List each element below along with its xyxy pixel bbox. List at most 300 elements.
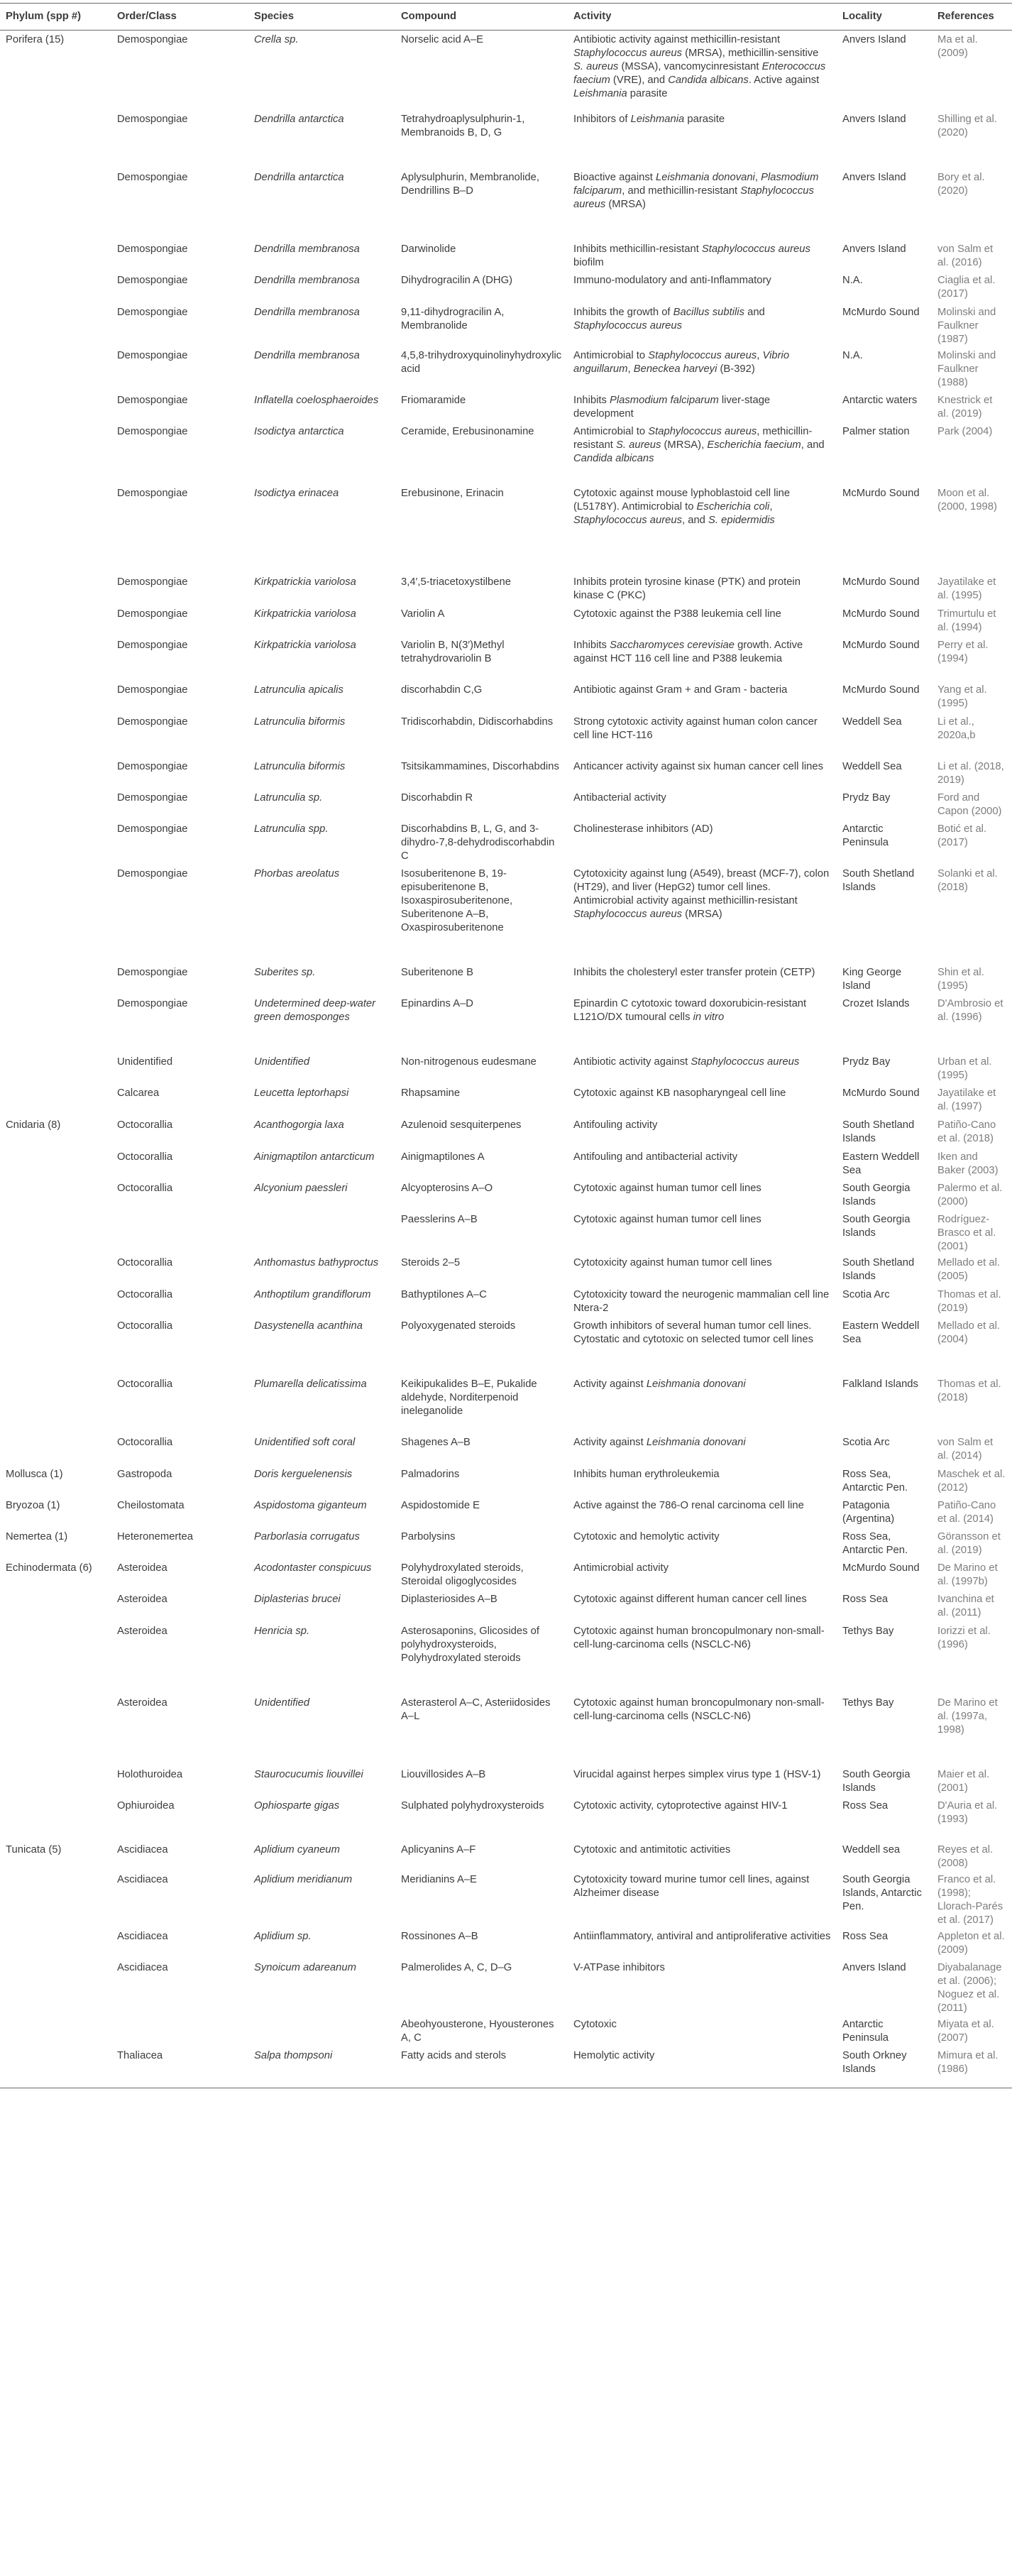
cell-references: Moon et al. (2000, 1998) [937, 487, 997, 513]
cell-activity: Antimicrobial to Staphylococcus aureus, Vibrio anguillarum, Beneckea harveyi (B-392) [573, 349, 790, 375]
cell-compound: Aplicyanins A–F [401, 1843, 476, 1856]
table-row [0, 1559, 1012, 1590]
cell-references: Rodríguez-Brasco et al. (2001) [937, 1213, 996, 1252]
cell-locality: Antarctic Peninsula [842, 823, 889, 848]
cell-species: Aplidium meridianum [254, 1873, 353, 1885]
cell-species: Ainigmaptilon antarcticum [254, 1151, 375, 1163]
cell-species: Kirkpatrickia variolosa [254, 608, 356, 620]
table-row [0, 1927, 1012, 1958]
taxon-name: in vitro [693, 1011, 725, 1023]
table-row [0, 1765, 1012, 1797]
cell-order-class: Octocorallia [117, 1378, 173, 1390]
table-row [0, 271, 1012, 303]
cell-compound: Darwinolide [401, 243, 456, 255]
cell-activity: Cytotoxicity against lung (A549), breast (MCF-7), colon (HT29), and liver (HepG2) tumor cell lines. Antimicrobial activity against methicillin-resistant Staphylococcus aureus (MRSA) [573, 867, 830, 920]
cell-phylum [0, 820, 111, 865]
header-locality: Locality [837, 4, 932, 31]
cell-activity: Cytotoxic against different human cancer cell lines [573, 1593, 807, 1605]
cell-phylum [0, 1179, 111, 1210]
cell-references: De Marino et al. (1997b) [937, 1562, 998, 1587]
cell-phylum [0, 1148, 111, 1179]
cell-activity: Cytotoxic and hemolytic activity [573, 1530, 720, 1542]
cell-compound: Keikipukalides B–E, Pukalide aldehyde, Norditerpenoid ineleganolide [401, 1378, 537, 1417]
cell-activity: Inhibits methicillin-resistant Staphylococcus aureus biofilm [573, 243, 810, 268]
cell-species: Aspidostoma giganteum [254, 1499, 367, 1511]
cell-activity: Cytotoxic against KB nasopharyngeal cell line [573, 1087, 786, 1099]
cell-locality: Antarctic Peninsula [842, 2018, 889, 2044]
cell-references: De Marino et al. (1997a, 1998) [937, 1697, 998, 1736]
cell-references: Shilling et al. (2020) [937, 113, 997, 138]
cell-locality: Crozet Islands [842, 997, 910, 1009]
cell-compound: Azulenoid sesquiterpenes [401, 1119, 522, 1131]
cell-order-class: Demospongiae [117, 966, 188, 978]
cell-compound: Shagenes A–B [401, 1436, 471, 1448]
taxon-name: Enterococcus faecium [573, 61, 826, 86]
cell-phylum: Echinodermata (6) [6, 1562, 92, 1574]
cell-phylum [0, 168, 111, 240]
cell-order-class: Ascidiacea [117, 1930, 168, 1942]
taxon-name: Staphylococcus aureus [573, 514, 682, 526]
taxon-name: Bacillus subtilis [673, 306, 744, 318]
cell-species: Henricia sp. [254, 1625, 310, 1637]
cell-compound: Polyoxygenated steroids [401, 1320, 516, 1332]
cell-locality: Ross Sea, Antarctic Pen. [842, 1468, 908, 1493]
cell-phylum [0, 1210, 111, 1254]
taxon-name: S. epidermidis [708, 514, 775, 526]
table-row [0, 391, 1012, 422]
cell-order-class: Octocorallia [117, 1151, 173, 1163]
cell-species: Suberites sp. [254, 966, 316, 978]
cell-order-class: Ophiuroidea [117, 1799, 175, 1812]
table-row [0, 1496, 1012, 1528]
cell-compound: Tridiscorhabdin, Didiscorhabdins [401, 716, 554, 728]
cell-locality: Anvers Island [842, 113, 906, 125]
cell-references: Ivanchina et al. (2011) [937, 1593, 994, 1618]
cell-order-class: Demospongiae [117, 760, 188, 772]
cell-species: Latrunculia sp. [254, 791, 323, 804]
cell-activity: Cholinesterase inhibitors (AD) [573, 823, 713, 835]
cell-order-class: Demospongiae [117, 113, 188, 125]
cell-references: Jayatilake et al. (1997) [937, 1087, 996, 1112]
cell-references: Diyabalanage et al. (2006); Noguez et al. (2011) [937, 1961, 1002, 2014]
cell-compound: Fatty acids and sterols [395, 2046, 568, 2088]
cell-locality: Tethys Bay [842, 1625, 894, 1637]
cell-order-class: Demospongiae [117, 171, 188, 183]
cell-phylum [0, 1870, 111, 1927]
cell-order-class: Holothuroidea [117, 1768, 183, 1780]
cell-compound: Friomaramide [401, 394, 466, 406]
cell-activity: Antibiotic activity against methicillin-resistant Staphylococcus aureus (MRSA), methicillin-sensitive S. aureus (MSSA), vancomycinresistant Enterococcus faecium (VRE), and Candida albicans. Active against Leishmania parasite [573, 34, 826, 99]
cell-order-class [111, 2015, 248, 2046]
cell-order-class: Asteroidea [117, 1593, 167, 1605]
taxon-name: Staphylococcus aureus [573, 319, 682, 331]
taxon-name: Staphylococcus aureus [573, 185, 814, 210]
cell-locality: McMurdo Sound [842, 306, 920, 318]
cell-activity: Antiinflammatory, antiviral and antiproliferative activities [573, 1930, 831, 1942]
cell-locality: Eastern Weddell Sea [842, 1320, 920, 1345]
cell-activity: Strong cytotoxic activity against human colon cancer cell line HCT-116 [573, 716, 818, 741]
cell-references: Bory et al. (2020) [937, 171, 985, 197]
cell-order-class: Octocorallia [117, 1436, 173, 1448]
cell-activity: Inhibits the growth of Bacillus subtilis and Staphylococcus aureus [573, 306, 765, 331]
cell-activity: Inhibits human erythroleukemia [573, 1468, 720, 1480]
taxon-name: Beneckea harveyi [633, 363, 717, 375]
cell-species: Alcyonium paessleri [254, 1182, 348, 1194]
cell-order-class: Demospongiae [117, 487, 188, 499]
taxon-name: Saccharomyces cerevisiae [610, 639, 735, 651]
cell-locality: N.A. [842, 274, 863, 286]
cell-species: Latrunculia biformis [254, 760, 346, 772]
cell-locality: South Shetland Islands [842, 867, 915, 893]
cell-species [248, 2015, 395, 2046]
cell-order-class [111, 1210, 248, 1254]
cell-order-class: Calcarea [117, 1087, 160, 1099]
cell-activity: Cytotoxic activity, cytoprotective against HIV-1 [573, 1799, 788, 1812]
table-row [0, 484, 1012, 573]
cell-order-class: Demospongiae [117, 716, 188, 728]
cell-compound: Rhapsamine [401, 1087, 461, 1099]
cell-compound: Abeohyousterone, Hyousterones A, C [401, 2018, 554, 2044]
table-row [0, 1254, 1012, 1286]
taxon-name: S. aureus [616, 439, 661, 451]
table-row [0, 789, 1012, 820]
cell-phylum [0, 605, 111, 636]
cell-locality: Prydz Bay [842, 1056, 891, 1068]
cell-species: Inflatella coelosphaeroides [254, 394, 379, 406]
cell-locality: South Georgia Islands [842, 1182, 911, 1207]
header-compound: Compound [395, 4, 568, 31]
cell-locality: Scotia Arc [842, 1436, 890, 1448]
cell-locality: McMurdo Sound [842, 639, 920, 651]
cell-phylum [0, 346, 111, 391]
cell-order-class: Heteronemertea [117, 1530, 193, 1542]
cell-references: Franco et al. (1998); Llorach-Parés et al. (2017) [937, 1873, 1003, 1926]
cell-activity: Virucidal against herpes simplex virus type 1 (HSV-1) [573, 1768, 821, 1780]
table-row [0, 1841, 1012, 1870]
table-row [0, 1958, 1012, 2015]
taxon-name: Leishmania [630, 113, 685, 125]
cell-species: Parborlasia corrugatus [254, 1530, 360, 1542]
cell-phylum [0, 271, 111, 303]
cell-locality: South Georgia Islands [842, 1213, 911, 1239]
table-row [0, 1433, 1012, 1465]
table-row [0, 1148, 1012, 1179]
cell-phylum [0, 865, 111, 963]
cell-compound: Suberitenone B [401, 966, 474, 978]
table-row [0, 994, 1012, 1053]
cell-order-class: Asteroidea [117, 1625, 167, 1637]
cell-references: Göransson et al. (2019) [937, 1530, 1001, 1556]
cell-references: Thomas et al. (2018) [937, 1378, 1001, 1403]
cell-compound: Aspidostomide E [401, 1499, 480, 1511]
table-row [0, 240, 1012, 271]
cell-phylum [0, 1927, 111, 1958]
cell-references: Perry et al. (1994) [937, 639, 989, 664]
cell-locality: South Shetland Islands [842, 1256, 915, 1282]
cell-phylum [0, 1375, 111, 1433]
cell-references: von Salm et al. (2016) [937, 243, 994, 268]
cell-phylum [0, 1053, 111, 1084]
cell-references: Iken and Baker (2003) [937, 1151, 999, 1176]
cell-locality: Anvers Island [842, 34, 906, 45]
table-row [0, 1375, 1012, 1433]
cell-activity: Inhibits Plasmodium falciparum liver-stage development [573, 394, 771, 420]
cell-references: Palermo et al. (2000) [937, 1182, 1003, 1207]
taxon-name: Staphylococcus aureus [573, 908, 682, 920]
taxon-name: Staphylococcus aureus [691, 1056, 800, 1068]
cell-order-class: Demospongiae [117, 684, 188, 696]
cell-species: Latrunculia biformis [254, 716, 346, 728]
cell-activity: Antibiotic activity against Staphylococcus aureus [573, 1056, 800, 1068]
table-row [0, 1116, 1012, 1148]
cell-locality: Eastern Weddell Sea [842, 1151, 920, 1176]
cell-compound: 9,11-dihydrogracilin A, Membranolide [401, 306, 505, 331]
cell-phylum [0, 789, 111, 820]
cell-species: Isodictya erinacea [254, 487, 339, 499]
cell-species: Dendrilla membranosa [254, 349, 360, 361]
cell-phylum [0, 573, 111, 605]
cell-species: Dasystenella acanthina [254, 1320, 363, 1332]
cell-phylum [0, 994, 111, 1053]
cell-phylum [0, 1286, 111, 1317]
cell-phylum [0, 757, 111, 789]
cell-references: Ciaglia et al. (2017) [937, 274, 996, 300]
cell-order-class: Demospongiae [117, 791, 188, 804]
cell-species: Salpa thompsoni [248, 2046, 395, 2088]
cell-references: Patiño-Cano et al. (2014) [937, 1499, 996, 1525]
cell-order-class: Octocorallia [117, 1119, 173, 1131]
cell-species: Plumarella delicatissima [254, 1378, 367, 1390]
cell-compound: discorhabdin C,G [401, 684, 483, 696]
cell-compound: Non-nitrogenous eudesmane [401, 1056, 537, 1068]
cell-species: Unidentified soft coral [254, 1436, 356, 1448]
cell-order-class: Demospongiae [117, 306, 188, 318]
cell-order-class: Ascidiacea [117, 1843, 168, 1856]
cell-locality: Weddell Sea [842, 716, 902, 728]
cell-compound: Palmerolides A, C, D–G [401, 1961, 512, 1973]
cell-compound: Paesslerins A–B [401, 1213, 478, 1225]
cell-species: Synoicum adareanum [254, 1961, 356, 1973]
cell-compound: Diplasteriosides A–B [401, 1593, 497, 1605]
cell-activity: Inhibitors of Leishmania parasite [573, 113, 725, 125]
table-row [0, 713, 1012, 757]
cell-phylum [0, 1765, 111, 1797]
cell-order-class: Octocorallia [117, 1182, 173, 1194]
cell-order-class: Ascidiacea [117, 1961, 168, 1973]
cell-compound: 3,4′,5-triacetoxystilbene [401, 576, 511, 588]
cell-locality: N.A. [842, 349, 863, 361]
cell-locality: McMurdo Sound [842, 608, 920, 620]
cell-phylum: Bryozoa (1) [6, 1499, 60, 1511]
table-row [0, 1286, 1012, 1317]
cell-activity: Cytotoxicity against human tumor cell lines [573, 1256, 772, 1268]
header-references: References [932, 4, 1012, 31]
cell-phylum [0, 1694, 111, 1765]
table-row [0, 1465, 1012, 1496]
cell-phylum [0, 391, 111, 422]
cell-compound: Dihydrogracilin A (DHG) [401, 274, 513, 286]
cell-compound: Sulphated polyhydroxysteroids [401, 1799, 544, 1812]
cell-activity: Activity against Leishmania donovani [573, 1378, 746, 1390]
taxon-name: Escherichia coli [696, 500, 770, 513]
table-row [0, 1210, 1012, 1254]
table-row [0, 820, 1012, 865]
cell-species: Aplidium cyaneum [254, 1843, 340, 1856]
cell-references: Li et al., 2020a,b [937, 716, 976, 741]
cell-locality: McMurdo Sound [842, 684, 920, 696]
taxon-name: S. aureus [573, 61, 619, 72]
cell-locality: Ross Sea [842, 1799, 889, 1812]
table-row [0, 1797, 1012, 1841]
cell-activity: Antibacterial activity [573, 791, 666, 804]
table-row [0, 1528, 1012, 1559]
cell-activity: Cytotoxic against human tumor cell lines [573, 1213, 761, 1225]
table-row [0, 681, 1012, 713]
header-phylum: Phylum (spp #) [0, 4, 111, 31]
cell-species: Isodictya antarctica [254, 425, 344, 437]
cell-locality: South Georgia Islands, Antarctic Pen. [842, 1873, 922, 1912]
cell-activity: V-ATPase inhibitors [573, 1961, 665, 1973]
cell-species [248, 1210, 395, 1254]
cell-phylum: Tunicata (5) [6, 1843, 62, 1856]
table-row [0, 865, 1012, 963]
cell-locality: Palmer station [842, 425, 910, 437]
table-row [0, 31, 1012, 110]
cell-order-class: Demospongiae [117, 34, 188, 45]
cell-locality: Weddell sea [842, 1843, 901, 1856]
cell-references: Thomas et al. (2019) [937, 1288, 1001, 1314]
table-row [0, 346, 1012, 391]
cell-compound: Asterasterol A–C, Asteriidosides A–L [401, 1697, 551, 1722]
cell-compound: Norselic acid A–E [401, 34, 483, 45]
cell-activity: Immuno-modulatory and anti-Inflammatory [573, 274, 771, 286]
cell-references: D'Ambrosio et al. (1996) [937, 997, 1003, 1023]
cell-references: Maschek et al. (2012) [937, 1468, 1006, 1493]
cell-locality: McMurdo Sound [842, 576, 920, 588]
cell-locality: Patagonia (Argentina) [842, 1499, 895, 1525]
cell-activity: Cytotoxic and antimitotic activities [573, 1843, 731, 1856]
cell-references: Shin et al. (1995) [937, 966, 984, 992]
table-row [0, 963, 1012, 994]
cell-compound: Steroids 2–5 [401, 1256, 461, 1268]
cell-references: Molinski and Faulkner (1988) [937, 349, 996, 388]
table-header-row [0, 4, 1012, 31]
cell-references: von Salm et al. (2014) [937, 1436, 994, 1462]
cell-phylum: Cnidaria (8) [6, 1119, 61, 1131]
cell-phylum [0, 2046, 111, 2088]
cell-locality: Prydz Bay [842, 791, 891, 804]
table-row [0, 422, 1012, 484]
cell-order-class: Demospongiae [117, 639, 188, 651]
table-row [0, 2015, 1012, 2046]
cell-order-class: Demospongiae [117, 997, 188, 1009]
cell-species: Dendrilla membranosa [254, 306, 360, 318]
cell-references: Patiño-Cano et al. (2018) [937, 1119, 996, 1144]
cell-order-class: Demospongiae [117, 608, 188, 620]
cell-locality: Scotia Arc [842, 1288, 890, 1300]
cell-locality: South Shetland Islands [842, 1119, 915, 1144]
taxon-name: Leishmania donovani [655, 171, 755, 183]
cell-order-class: Demospongiae [117, 867, 188, 879]
cell-activity: Cytotoxicity toward murine tumor cell lines, against Alzheimer disease [573, 1873, 810, 1899]
cell-locality: Weddell Sea [842, 760, 902, 772]
cell-activity: Antibiotic against Gram + and Gram - bacteria [573, 684, 788, 696]
cell-species: Unidentified [254, 1697, 310, 1709]
cell-locality: Antarctic waters [842, 394, 918, 406]
cell-phylum [0, 484, 111, 573]
cell-order-class: Ascidiacea [117, 1873, 168, 1885]
cell-references: Botić et al. (2017) [937, 823, 987, 848]
taxon-name: Leishmania donovani [646, 1436, 746, 1448]
taxon-name: Leishmania [573, 88, 627, 99]
cell-compound: Liouvillosides A–B [401, 1768, 486, 1780]
cell-species: Doris kerguelenensis [254, 1468, 353, 1480]
cell-references: D'Auria et al. (1993) [937, 1799, 998, 1825]
taxon-name: Staphylococcus aureus [701, 243, 810, 255]
cell-order-class: Demospongiae [117, 349, 188, 361]
cell-phylum [0, 1958, 111, 2015]
cell-order-class: Unidentified [117, 1056, 173, 1068]
cell-phylum [0, 1622, 111, 1694]
taxon-name: Candida albicans [668, 75, 749, 86]
cell-activity: Cytotoxic against human broncopulmonary non-small-cell-lung-carcinoma cells (NSCLC-N6) [573, 1697, 825, 1722]
table-row [0, 1084, 1012, 1116]
cell-locality: Tethys Bay [842, 1697, 894, 1709]
cell-phylum [0, 1254, 111, 1286]
cell-activity: Cytotoxic against the P388 leukemia cell line [573, 608, 781, 620]
taxon-name: Staphylococcus aureus [648, 425, 757, 437]
cell-compound: Ceramide, Erebusinonamine [401, 425, 534, 437]
cell-order-class: Gastropoda [117, 1468, 172, 1480]
cell-species: Acodontaster conspicuus [254, 1562, 372, 1574]
cell-references: Molinski and Faulkner (1987) [937, 306, 996, 345]
cell-references: Ma et al. (2009) [937, 34, 978, 59]
table-body [0, 31, 1012, 2088]
table-row [0, 110, 1012, 168]
cell-species: Latrunculia apicalis [254, 684, 343, 696]
cell-order-class: Octocorallia [117, 1288, 173, 1300]
cell-phylum [0, 110, 111, 168]
cell-references: Trimurtulu et al. (1994) [937, 608, 996, 633]
cell-locality: McMurdo Sound [842, 1562, 920, 1574]
cell-activity: Hemolytic activity [568, 2046, 837, 2088]
cell-order-class: Cheilostomata [117, 1499, 185, 1511]
cell-phylum [0, 1797, 111, 1841]
cell-locality: Ross Sea, Antarctic Pen. [842, 1530, 908, 1556]
cell-species: Aplidium sp. [254, 1930, 312, 1942]
table-row [0, 1694, 1012, 1765]
cell-locality: South Orkney Islands [837, 2046, 932, 2088]
cell-references: Iorizzi et al. (1996) [937, 1625, 991, 1650]
cell-compound: Discorhabdins B, L, G, and 3-dihydro-7,8-dehydrodiscorhabdin C [401, 823, 555, 862]
cell-activity: Anticancer activity against six human cancer cell lines [573, 760, 823, 772]
cell-species: Undetermined deep-water green demosponges [254, 997, 376, 1023]
cell-references: Urban et al. (1995) [937, 1056, 992, 1081]
cell-phylum [0, 713, 111, 757]
cell-references: Knestrick et al. (2019) [937, 394, 993, 420]
cell-order-class: Asteroidea [117, 1697, 167, 1709]
table-row [0, 1590, 1012, 1622]
cell-phylum [0, 422, 111, 484]
cell-references: Mimura et al. (1986) [932, 2046, 1012, 2088]
cell-compound: Aplysulphurin, Membranolide, Dendrillins B–D [401, 171, 539, 197]
cell-species: Crella sp. [254, 34, 299, 45]
cell-references: Park (2004) [937, 425, 993, 437]
cell-order-class: Demospongiae [117, 576, 188, 588]
compounds-table [0, 3, 1012, 2088]
cell-activity: Antifouling activity [573, 1119, 658, 1131]
cell-phylum [0, 1084, 111, 1116]
